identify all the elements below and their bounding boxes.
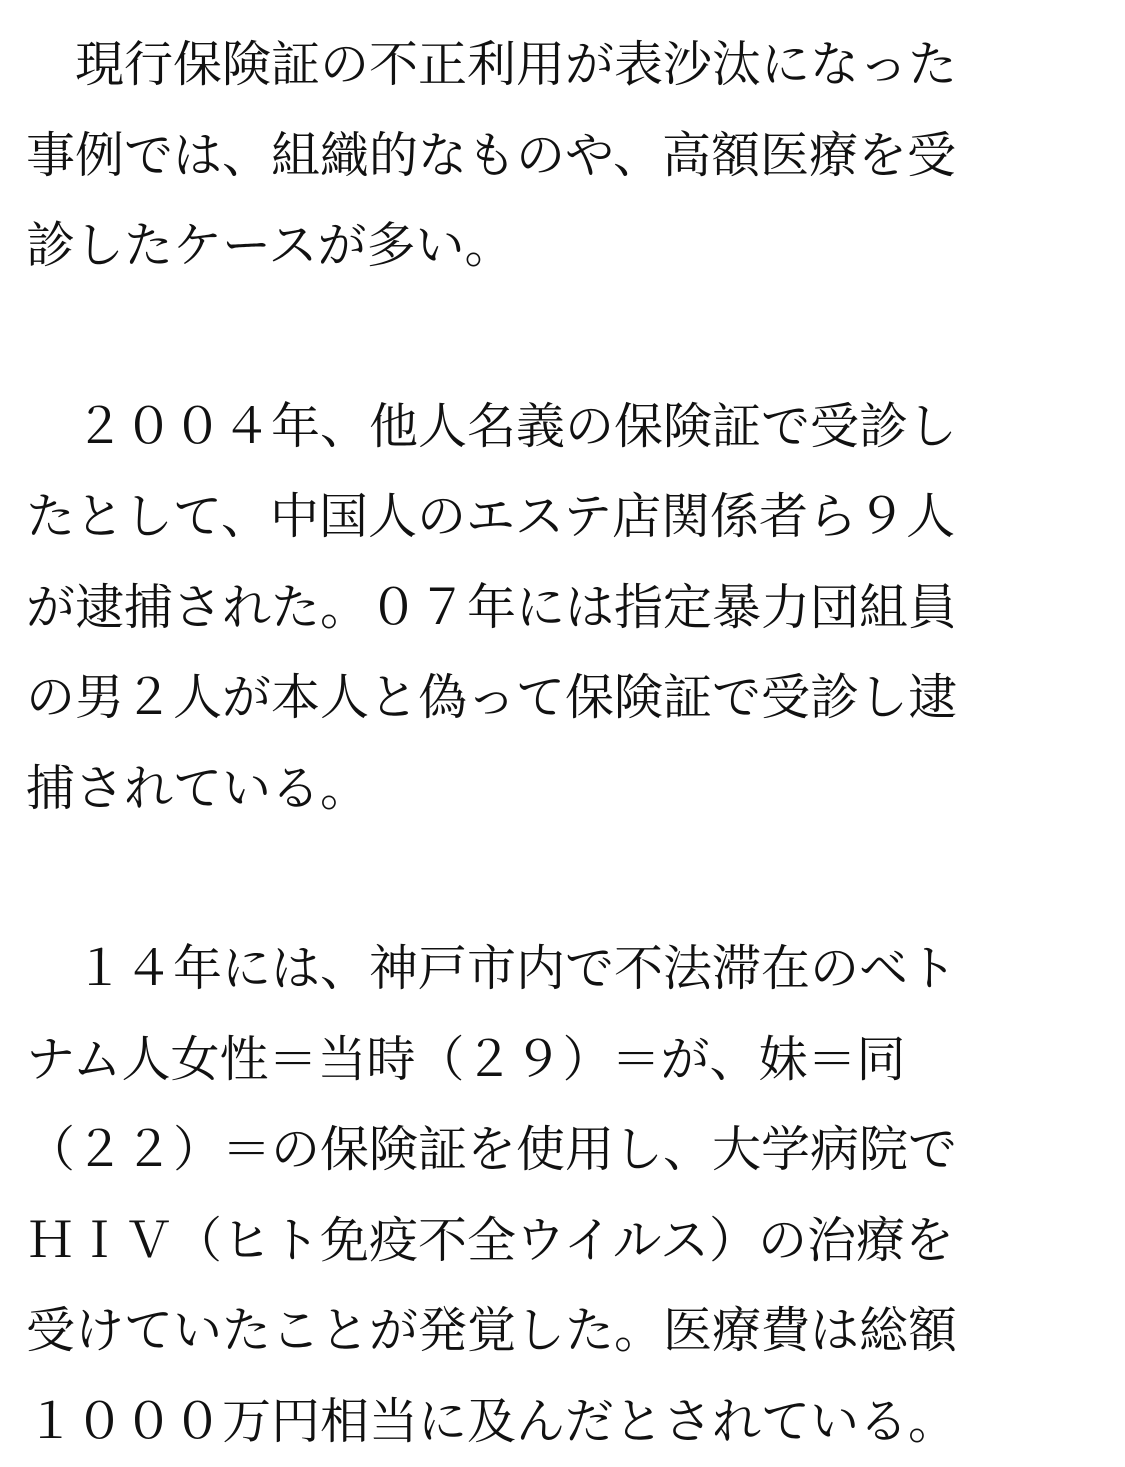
text-line: 事例では、組織的なものや、高額医療を受 — [26, 111, 1106, 202]
paragraph-1 — [26, 20, 1106, 292]
text-line: たとして、中国人のエステ店関係者ら９人 — [26, 472, 1106, 563]
text-line: １０００万円相当に及んだとされている。 — [26, 1377, 1106, 1467]
text-line: ナム人女性＝当時（２９）＝が、妹＝同 — [26, 1015, 1106, 1106]
text-line: 診したケースが多い。 — [26, 201, 1106, 292]
text-line: が逮捕された。０７年には指定暴力団組員 — [26, 563, 1106, 654]
text-line: １４年には、神戸市内で不法滞在のベト — [26, 924, 1106, 1015]
paragraph-3 — [26, 924, 1106, 1467]
text-line: 現行保険証の不正利用が表沙汰になった — [26, 20, 1106, 111]
text-line: の男２人が本人と偽って保険証で受診し逮 — [26, 653, 1106, 744]
text-line: ＨＩＶ（ヒト免疫不全ウイルス）の治療を — [26, 1196, 1106, 1287]
article-body — [26, 20, 1106, 1467]
text-line: （２２）＝の保険証を使用し、大学病院で — [26, 1105, 1106, 1196]
paragraph-2 — [26, 382, 1106, 835]
text-line: 捕されている。 — [26, 744, 1106, 835]
text-line: 受けていたことが発覚した。医療費は総額 — [26, 1286, 1106, 1377]
text-line: ２００４年、他人名義の保険証で受診し — [26, 382, 1106, 473]
